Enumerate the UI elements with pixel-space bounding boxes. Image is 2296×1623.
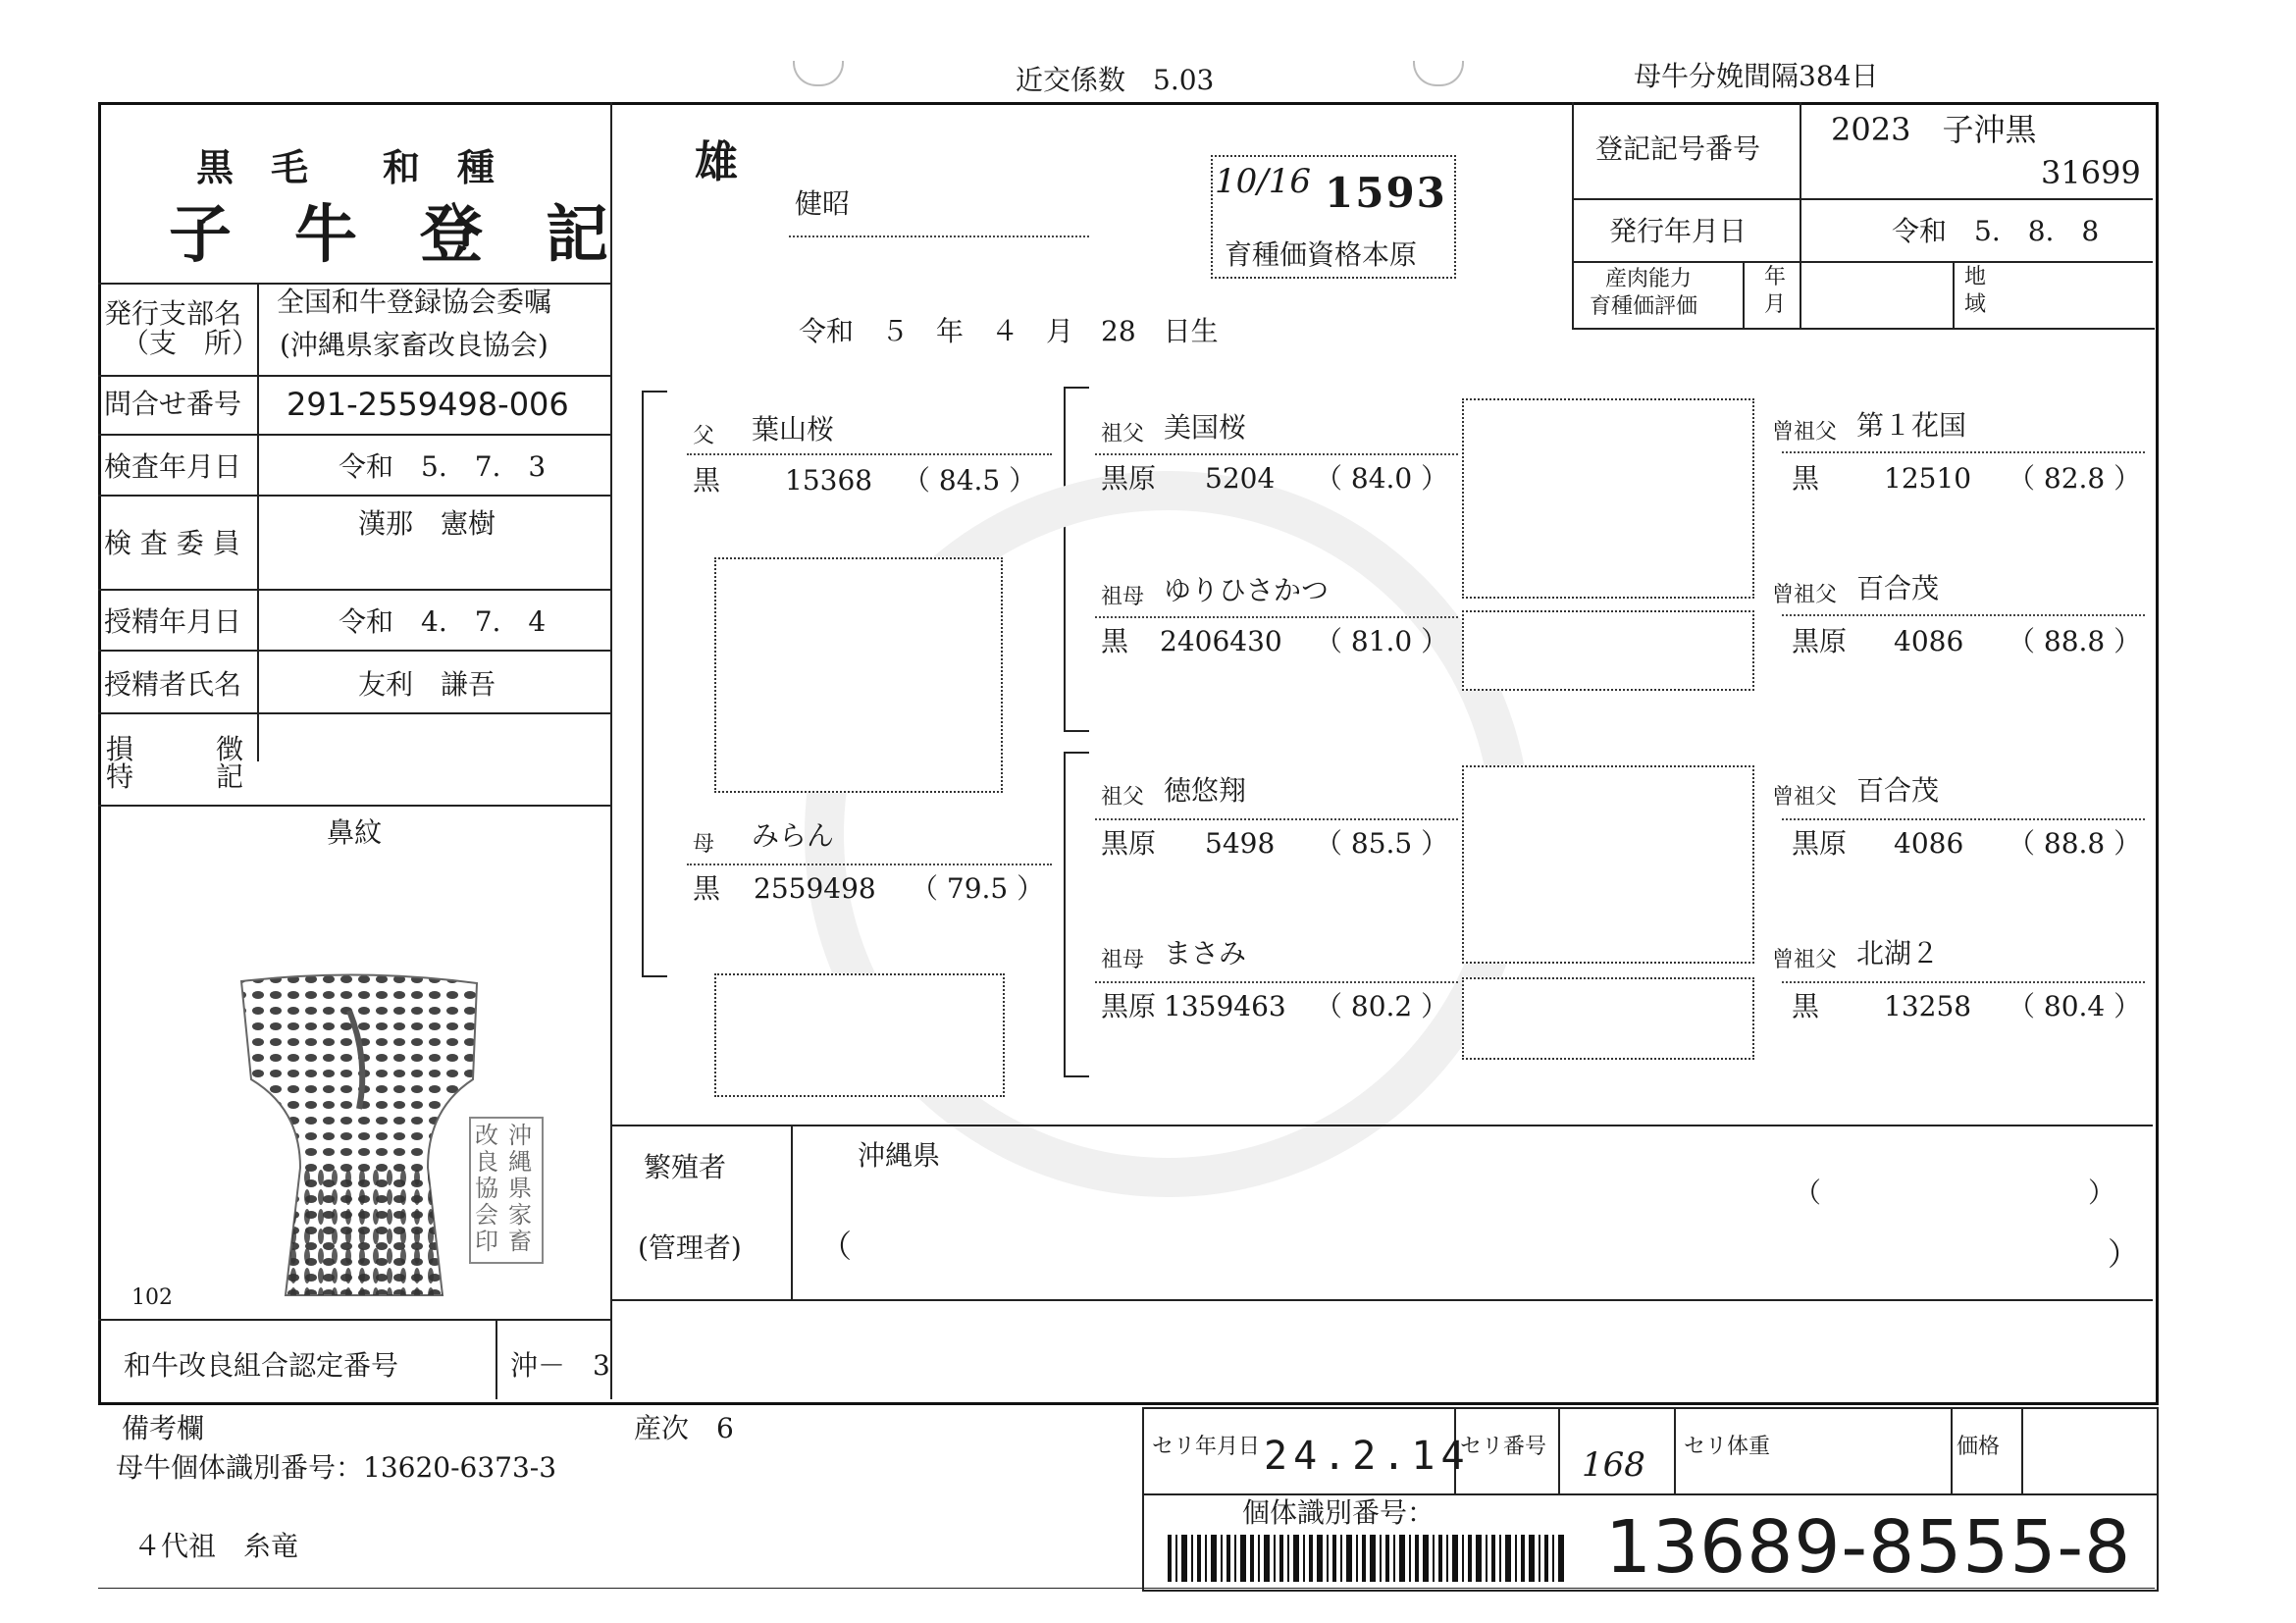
noseprint-label: 鼻紋	[327, 816, 383, 849]
dam-score: （ 79.5 ）	[911, 872, 1045, 905]
dam-grade: 黒	[693, 872, 721, 905]
inspector-label: 検 査 委 員	[104, 527, 240, 559]
calf-name: 健昭	[795, 187, 851, 220]
great-grandsire3-score: （ 88.8 ）	[2008, 827, 2142, 860]
union-cert-number: 沖－ 3	[510, 1349, 610, 1382]
paren-close: ）	[2088, 1177, 2116, 1209]
inbreeding-coefficient: 近交係数 5.03	[1016, 64, 1215, 96]
inseminator-name: 友利 謙吾	[358, 668, 496, 701]
noseprint-number: 102	[131, 1285, 173, 1310]
defect-label: 損 徴	[106, 733, 244, 765]
inquiry-label: 問合せ番号	[104, 388, 242, 420]
granddam2-number: 1359463	[1164, 990, 1286, 1022]
month-label: 月	[1764, 292, 1787, 317]
punch-hole	[793, 61, 844, 86]
auction-date: 24.2.14	[1264, 1434, 1471, 1479]
association-seal: 沖縄県家畜 改良協会印	[469, 1117, 544, 1264]
fourth-ancestor: ４代祖 糸竜	[133, 1530, 299, 1562]
granddam2-name: まさみ	[1164, 937, 1247, 969]
auction-number: 168	[1582, 1445, 1645, 1485]
great-grandsire4-name: 北湖２	[1856, 937, 1940, 969]
great-grandsire4-grade: 黒	[1792, 990, 1820, 1022]
great-grandsire4-role: 曾祖父	[1772, 948, 1838, 972]
sire-name: 葉山桜	[752, 413, 835, 445]
price-label: 価格	[1957, 1435, 2001, 1459]
area-label-sub: 域	[1964, 292, 1987, 317]
auction-date-label: セリ年月日	[1152, 1435, 1261, 1459]
granddam1-grade: 黒	[1101, 625, 1129, 657]
grandsire1-grade: 黒原	[1101, 462, 1157, 495]
branch-label: 発行支部名	[104, 297, 242, 330]
manager-paren-close: ）	[2108, 1235, 2140, 1273]
issue-date: 令和 5. 8. 8	[1892, 215, 2100, 247]
area-label: 地	[1964, 265, 1987, 289]
inspector-name: 漢那 憲樹	[358, 507, 496, 540]
sire-dam-bracket	[642, 391, 667, 977]
grandsire2-name: 徳悠翔	[1164, 774, 1247, 807]
branch-value: 全国和牛登録協会委嘱	[277, 286, 552, 318]
sire-grade: 黒	[693, 464, 721, 497]
granddam2-role: 祖母	[1101, 948, 1145, 972]
great-grandsire1-grade: 黒	[1792, 462, 1820, 495]
granddam1-number: 2406430	[1160, 625, 1282, 657]
reg-number-label: 登記記号番号	[1595, 132, 1761, 165]
birth-date: 令和 ５ 年 ４ 月 28 日生	[799, 315, 1219, 347]
noseprint-image	[232, 971, 496, 1305]
breed-title: 黒 毛 和 種	[196, 146, 496, 189]
stamp-number: 1593	[1325, 169, 1447, 217]
year-label: 年	[1764, 265, 1787, 289]
mother-id: 母牛個体識別番号：13620-6373-3	[116, 1451, 557, 1484]
granddam2-score: （ 80.2 ）	[1315, 990, 1449, 1022]
auction-weight-label: セリ体重	[1684, 1435, 1771, 1459]
great-grandsire2-number: 4086	[1894, 625, 1964, 657]
remarks-label: 備考欄	[122, 1412, 205, 1444]
dam-number: 2559498	[754, 872, 876, 905]
insemination-date: 令和 4. 7. 4	[339, 605, 547, 638]
punch-hole	[1413, 61, 1464, 86]
great-grandsire2-name: 百合茂	[1856, 572, 1940, 604]
grandsire2-grade: 黒原	[1101, 827, 1157, 860]
great-grandsire4-score: （ 80.4 ）	[2008, 990, 2142, 1022]
great-grandsire1-name: 第１花国	[1856, 409, 1967, 442]
stamp-label: 育種価資格本原	[1225, 238, 1418, 271]
grandsire2-score: （ 85.5 ）	[1315, 827, 1449, 860]
grandsire2-role: 祖父	[1101, 785, 1145, 810]
defect-label-sub: 特 記	[106, 760, 244, 793]
issue-date-label: 発行年月日	[1609, 215, 1748, 247]
grandsire1-number: 5204	[1205, 462, 1276, 495]
granddam2-grade: 黒原	[1101, 990, 1157, 1022]
calving-interval: 母牛分娩間隔384日	[1634, 60, 1879, 92]
inspection-date: 令和 5. 7. 3	[339, 450, 547, 483]
inquiry-number: 291-2559498-006	[287, 386, 569, 423]
eval-label-sub: 育種価評価	[1590, 294, 1698, 319]
great-grandsire4-number: 13258	[1884, 990, 1972, 1022]
granddam2-photo	[1462, 977, 1754, 1060]
granddam1-name: ゆりひさかつ	[1164, 574, 1330, 606]
auction-number-label: セリ番号	[1460, 1435, 1547, 1459]
branch-label-sub: （支 所）	[122, 327, 260, 359]
grandsire1-score: （ 84.0 ）	[1315, 462, 1449, 495]
branch-value-sub: (沖縄県家畜改良協会)	[280, 329, 548, 361]
parity: 産次 6	[634, 1412, 734, 1444]
dam-role: 母	[693, 832, 715, 857]
individual-id-number: 13689-8555-8	[1605, 1505, 2132, 1590]
barcode	[1168, 1535, 1570, 1582]
individual-id-label: 個体識別番号：	[1242, 1496, 1435, 1529]
grandsire2-photo	[1462, 765, 1754, 964]
reg-number-line2: 31699	[2041, 154, 2141, 191]
breeder-label: 繁殖者	[644, 1151, 727, 1183]
great-grandsire2-role: 曾祖父	[1772, 583, 1838, 607]
great-grandsire3-number: 4086	[1894, 827, 1964, 860]
granddam1-photo	[1462, 610, 1754, 691]
grandsire1-name: 美国桜	[1164, 411, 1247, 444]
great-grandsire3-grade: 黒原	[1792, 827, 1848, 860]
granddam1-score: （ 81.0 ）	[1315, 625, 1449, 657]
union-cert-label: 和牛改良組合認定番号	[124, 1349, 399, 1382]
great-grandsire3-name: 百合茂	[1856, 774, 1940, 807]
sire-score: （ 84.5 ）	[903, 464, 1037, 497]
document-title: 子 牛 登 記	[169, 199, 608, 272]
great-grandsire2-grade: 黒原	[1792, 625, 1848, 657]
paren-open: （	[1794, 1177, 1822, 1209]
great-grandsire3-role: 曾祖父	[1772, 785, 1838, 810]
insemination-date-label: 授精年月日	[104, 605, 242, 638]
sire-photo	[714, 557, 1003, 793]
inspection-date-label: 検査年月日	[104, 450, 242, 483]
manager-paren-open: （	[820, 1228, 853, 1265]
stamp-handwritten: 10/16	[1215, 162, 1311, 201]
grandsire2-number: 5498	[1205, 827, 1276, 860]
eval-label: 産肉能力	[1605, 267, 1693, 291]
reg-number-line1: 2023 子沖黒	[1831, 111, 2037, 148]
sex: 雄	[695, 137, 738, 187]
great-grandsire2-score: （ 88.8 ）	[2008, 625, 2142, 657]
sire-role: 父	[693, 424, 715, 448]
grandsire1-photo	[1462, 398, 1754, 599]
grandsire1-role: 祖父	[1101, 422, 1145, 446]
manager-label: (管理者)	[638, 1231, 742, 1264]
great-grandsire1-number: 12510	[1884, 462, 1972, 495]
inseminator-label: 授精者氏名	[104, 668, 242, 701]
breeder-value: 沖縄県	[858, 1139, 941, 1172]
dam-photo	[714, 973, 1005, 1097]
dam-name: みらん	[752, 819, 835, 852]
great-grandsire1-score: （ 82.8 ）	[2008, 462, 2142, 495]
great-grandsire1-role: 曾祖父	[1772, 420, 1838, 445]
granddam1-role: 祖母	[1101, 585, 1145, 609]
sire-number: 15368	[785, 464, 873, 497]
